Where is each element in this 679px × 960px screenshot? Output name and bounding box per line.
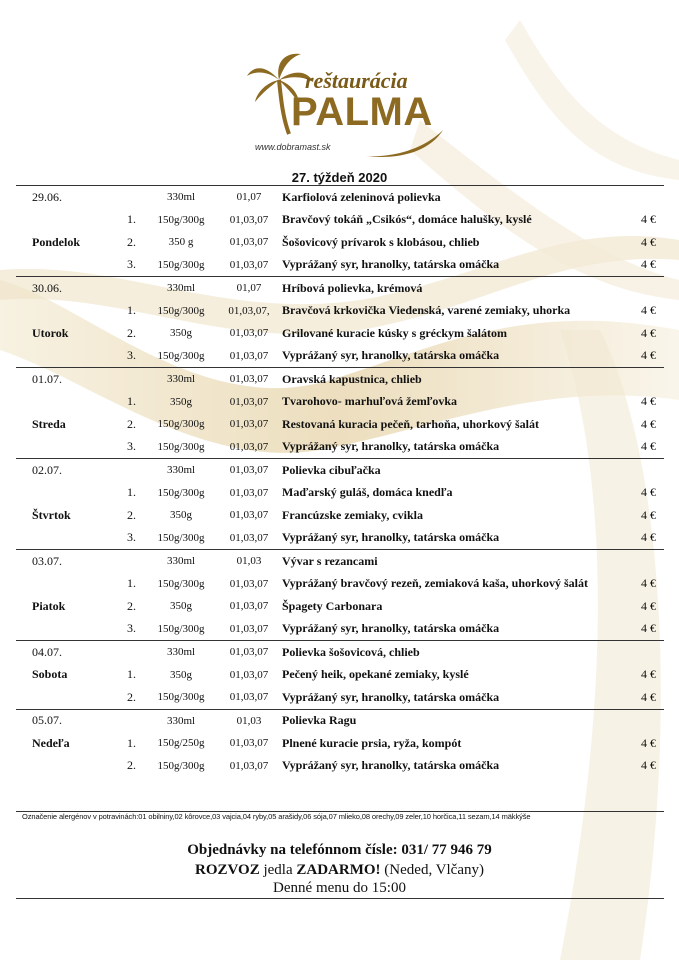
item-number: 2. [127, 325, 136, 340]
day-date: 30.06. [16, 277, 100, 300]
delivery-free: ZADARMO! [296, 862, 381, 878]
portion-size: 150g/300g [157, 349, 205, 362]
portion-size: 150g/300g [157, 213, 205, 226]
menu-row [16, 186, 664, 209]
menu-row [16, 573, 664, 596]
price: 4 € [641, 621, 656, 636]
dish-name: Vyprážaný bravčový rezeň, zemiaková kaša, uhorkový šalát [282, 576, 588, 591]
dish-name: Restovaná kuracia pečeň, tarhoňa, uhorkový šalát [282, 416, 540, 431]
menu-hours: Denné menu do 15:00 [273, 880, 406, 896]
portion-size: 150g/300g [157, 577, 205, 590]
day-cell [16, 686, 100, 709]
portion-size: 150g/300g [157, 486, 205, 499]
item-number [100, 459, 142, 482]
price [616, 368, 664, 391]
portion-size: 330ml [142, 709, 220, 732]
menu-row [16, 550, 664, 573]
dish-name: Hríbová polievka, krémová [278, 277, 616, 300]
item-number [100, 186, 142, 209]
portion-size: 150g/250g [157, 737, 205, 750]
item-number [100, 550, 142, 573]
delivery-line [0, 862, 679, 879]
item-number [100, 641, 142, 664]
price: 4 € [641, 576, 656, 591]
day-cell [16, 482, 100, 505]
dish-name: Šošovicový prívarok s klobásou, chlieb [282, 234, 480, 249]
item-number: 1. [127, 212, 136, 227]
price: 4 € [641, 394, 656, 409]
dish-name: Bravčový tokáň „Csikós“, domáce halušky, kyslé [282, 212, 532, 227]
price: 4 € [641, 416, 656, 431]
menu-row [16, 755, 664, 778]
dish-name: Polievka Ragu [278, 709, 616, 732]
dish-name: Vyprážaný syr, hranolky, tatárska omáčka [282, 348, 500, 363]
portion-size: 150g/300g [157, 691, 205, 704]
menu-row [16, 709, 664, 732]
dish-name: Maďarský guláš, domáca knedľa [282, 485, 453, 500]
menu-row [16, 504, 664, 527]
menu-row [16, 413, 664, 436]
allergen-codes: 01,03,07 [229, 577, 269, 590]
menu-row [16, 732, 664, 755]
logo-name-text: PALMA [291, 90, 433, 134]
dish-name: Plnené kuracie prsia, ryža, kompót [282, 735, 462, 750]
website-url[interactable]: www.dobramast.sk [255, 142, 331, 152]
footer-bottom-border [16, 898, 664, 899]
dish-name: Vyprážaný syr, hranolky, tatárska omáčka [282, 758, 500, 773]
allergen-codes: 01,03,07 [229, 418, 269, 431]
portion-size: 150g/300g [157, 531, 205, 544]
price: 4 € [641, 735, 656, 750]
menu-row [16, 641, 664, 664]
dish-name: Vyprážaný syr, hranolky, tatárska omáčka [282, 530, 500, 545]
price [616, 459, 664, 482]
item-number: 3. [127, 530, 136, 545]
menu-row [16, 368, 664, 391]
item-number: 1. [127, 394, 136, 409]
restaurant-logo [245, 50, 445, 160]
dish-name: Karfiolová zeleninová polievka [278, 186, 616, 209]
delivery-area: (Neded, Vlčany) [380, 862, 484, 878]
portion-size: 330ml [142, 641, 220, 664]
allergen-codes: 01,03,07 [229, 509, 269, 522]
item-number: 2. [127, 507, 136, 522]
item-number: 1. [127, 303, 136, 318]
delivery-label: ROZVOZ [195, 862, 260, 878]
day-cell [16, 755, 100, 778]
portion-size: 330ml [142, 368, 220, 391]
allergen-codes: 01,03,07 [229, 349, 269, 362]
price: 4 € [641, 439, 656, 454]
delivery-text: jedla [259, 862, 297, 878]
price: 4 € [641, 598, 656, 613]
allergen-codes: 01,03,07 [229, 737, 269, 750]
item-number: 3. [127, 621, 136, 636]
menu-row [16, 459, 664, 482]
item-number: 1. [127, 667, 136, 682]
dish-name: Pečený heik, opekané zemiaky, kyslé [282, 667, 469, 682]
price: 4 € [641, 257, 656, 272]
dish-name: Oravská kapustnica, chlieb [278, 368, 616, 391]
allergen-codes: 01,03 [220, 550, 278, 573]
day-name: Utorok [32, 325, 69, 340]
item-number: 3. [127, 439, 136, 454]
week-title: 27. týždeň 2020 [291, 170, 388, 185]
price: 4 € [641, 689, 656, 704]
day-cell [16, 391, 100, 414]
price: 4 € [641, 758, 656, 773]
price: 4 € [641, 667, 656, 682]
portion-size: 150g/300g [157, 258, 205, 271]
portion-size: 150g/300g [157, 759, 205, 772]
day-date: 01.07. [16, 368, 100, 391]
day-cell [16, 618, 100, 641]
portion-size: 150g/300g [157, 622, 205, 635]
portion-size: 350g [170, 668, 192, 681]
price: 4 € [641, 325, 656, 340]
day-cell [16, 300, 100, 323]
menu-row [16, 231, 664, 254]
menu-row [16, 254, 664, 277]
item-number: 2. [127, 758, 136, 773]
dish-name: Francúzske zemiaky, cvikla [282, 507, 423, 522]
price: 4 € [641, 348, 656, 363]
portion-size: 330ml [142, 459, 220, 482]
allergen-codes: 01,03,07 [229, 440, 269, 453]
allergen-codes: 01,03,07 [220, 459, 278, 482]
item-number: 3. [127, 348, 136, 363]
allergen-codes: 01,03,07 [229, 327, 269, 340]
allergen-codes: 01,03,07 [229, 600, 269, 613]
dish-name: Tvarohovo- marhuľová žemľovka [282, 394, 458, 409]
day-date: 04.07. [16, 641, 100, 664]
price [616, 641, 664, 664]
allergen-codes: 01,03,07 [229, 258, 269, 271]
item-number: 1. [127, 485, 136, 500]
portion-size: 330ml [142, 550, 220, 573]
portion-size: 350g [170, 600, 192, 613]
portion-size: 330ml [142, 186, 220, 209]
item-number: 2. [127, 598, 136, 613]
menu-row [16, 436, 664, 459]
price [616, 277, 664, 300]
day-name: Streda [32, 416, 66, 431]
item-number [100, 277, 142, 300]
dish-name: Bravčová krkovička Viedenská, varené zemiaky, uhorka [282, 303, 571, 318]
allergen-codes: 01,03,07 [229, 486, 269, 499]
day-name: Pondelok [32, 234, 81, 249]
dish-name: Vyprážaný syr, hranolky, tatárska omáčka [282, 257, 500, 272]
order-phone-line: Objednávky na telefónnom čísle: 031/ 77 946 79 [187, 842, 492, 858]
portion-size: 350g [170, 327, 192, 340]
portion-size: 350 g [168, 236, 194, 249]
allergen-codes: 01,03,07 [229, 531, 269, 544]
logo-swoosh-icon [365, 130, 445, 160]
dish-name: Vyprážaný syr, hranolky, tatárska omáčka [282, 689, 500, 704]
day-date: 05.07. [16, 709, 100, 732]
day-cell [16, 573, 100, 596]
allergen-codes: 01,07 [220, 186, 278, 209]
logo-script-text: reštaurácia [305, 68, 408, 93]
allergen-codes: 01,03 [220, 709, 278, 732]
day-name: Sobota [32, 667, 68, 682]
menu-row [16, 664, 664, 687]
day-cell [16, 345, 100, 368]
item-number: 1. [127, 576, 136, 591]
allergen-legend: Označenie alergénov v potravinách:01 obilniny,02 kôrovce,03 vajcia,04 ryby,05 arašidy,06 sója,07 mlieko,08 orechy,09 zeler,10 horčica,11 sezam,14 mäkkýše [22, 812, 531, 821]
day-date: 29.06. [16, 186, 100, 209]
dish-name: Vyprážaný syr, hranolky, tatárska omáčka [282, 439, 500, 454]
day-name: Piatok [32, 598, 66, 613]
menu-row [16, 322, 664, 345]
portion-size: 150g/300g [157, 418, 205, 431]
item-number: 1. [127, 735, 136, 750]
item-number: 2. [127, 234, 136, 249]
allergen-codes: 01,07 [220, 277, 278, 300]
day-date: 03.07. [16, 550, 100, 573]
allergen-codes: 01,03,07 [229, 668, 269, 681]
menu-row [16, 391, 664, 414]
item-number: 2. [127, 416, 136, 431]
dish-name: Špagety Carbonara [282, 598, 383, 613]
menu-row [16, 595, 664, 618]
dish-name: Vývar s rezancami [278, 550, 616, 573]
menu-row [16, 686, 664, 709]
allergen-codes: 01,03,07 [229, 213, 269, 226]
item-number [100, 368, 142, 391]
menu-row [16, 300, 664, 323]
menu-row [16, 618, 664, 641]
allergen-codes: 01,03,07 [229, 759, 269, 772]
price: 4 € [641, 234, 656, 249]
menu-row [16, 209, 664, 232]
price: 4 € [641, 530, 656, 545]
day-cell [16, 209, 100, 232]
day-name: Nedeľa [32, 735, 70, 750]
allergen-codes: 01,03,07 [229, 236, 269, 249]
price [616, 550, 664, 573]
menu-row [16, 482, 664, 505]
dish-name: Grilované kuracie kúsky s gréckym šalátom [282, 325, 507, 340]
portion-size: 330ml [142, 277, 220, 300]
portion-size: 350g [170, 509, 192, 522]
price: 4 € [641, 507, 656, 522]
menu-row [16, 345, 664, 368]
day-cell [16, 527, 100, 550]
portion-size: 150g/300g [157, 304, 205, 317]
portion-size: 350g [170, 395, 192, 408]
allergen-codes: 01,03,07 [229, 395, 269, 408]
menu-row [16, 527, 664, 550]
price: 4 € [641, 485, 656, 500]
allergen-codes: 01,03,07 [229, 622, 269, 635]
item-number: 3. [127, 257, 136, 272]
day-cell [16, 254, 100, 277]
price [616, 709, 664, 732]
price: 4 € [641, 303, 656, 318]
weekly-menu-table [16, 185, 664, 777]
day-date: 02.07. [16, 459, 100, 482]
item-number: 2. [127, 689, 136, 704]
menu-row [16, 277, 664, 300]
item-number [100, 709, 142, 732]
allergen-codes: 01,03,07 [220, 368, 278, 391]
day-name: Štvrtok [32, 507, 71, 522]
portion-size: 150g/300g [157, 440, 205, 453]
allergen-codes: 01,03,07 [229, 691, 269, 704]
allergen-codes: 01,03,07 [220, 641, 278, 664]
dish-name: Vyprážaný syr, hranolky, tatárska omáčka [282, 621, 500, 636]
dish-name: Polievka šošovicová, chlieb [278, 641, 616, 664]
price: 4 € [641, 212, 656, 227]
allergen-codes: 01,03,07, [228, 304, 270, 317]
dish-name: Polievka cibuľačka [278, 459, 616, 482]
day-cell [16, 436, 100, 459]
price [616, 186, 664, 209]
